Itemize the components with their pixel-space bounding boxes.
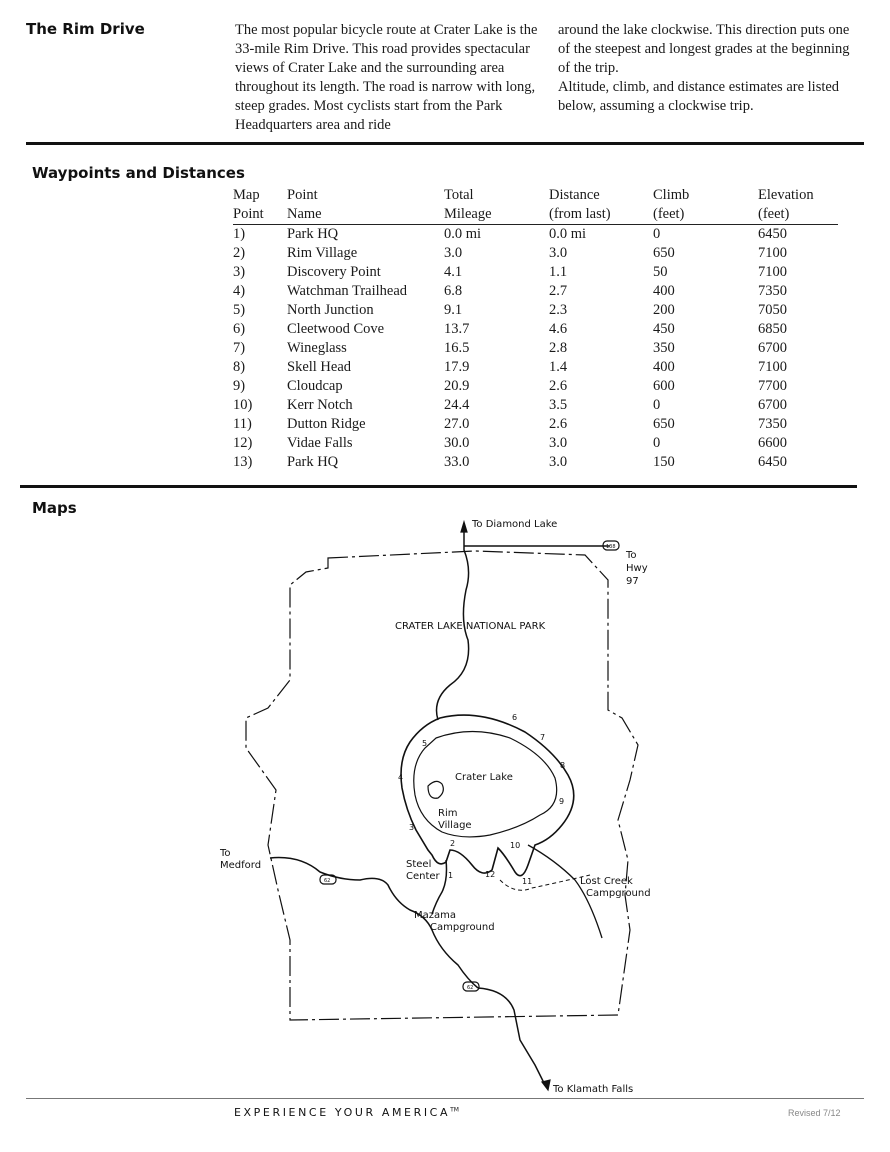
section-divider-1 [26,142,864,145]
cell-distance-from-last: 3.0 [549,245,568,261]
cell-elevation-feet: 6850 [758,321,787,337]
cell-climb-feet: 0 [653,397,661,413]
label-village: Village [438,820,472,831]
cell-map-point: 9) [233,378,246,394]
intro-paragraph-1: The most popular bicycle route at Crater Lake is the 33-mile Rim Drive. This road provides spectacular views of Crater Lake and the surrounding area throughout its length. The road is narrow with long, steep grades. Most cyclists start from the Park Headquarters area and ride [235,22,538,133]
cell-climb-feet: 150 [653,454,675,470]
waypoint-marker-7: 7 [540,733,546,742]
cell-distance-from-last: 3.0 [549,435,568,451]
table-row [233,358,838,377]
table-row [233,320,838,339]
shield-62-west-label: 62 [324,878,331,884]
label-medford: Medford [220,860,262,871]
label-lost-creek: Lost Creek [580,876,633,887]
cell-map-point: 8) [233,359,246,375]
cell-distance-from-last: 2.7 [549,283,568,299]
label-klamath-falls: To Klamath Falls [553,1084,634,1095]
waypoint-marker-1: 1 [448,871,454,880]
cell-point-name: Skell Head [287,359,352,375]
cell-climb-feet: 400 [653,359,675,375]
col-header-total-mileage: Total Mileage [444,187,492,222]
cell-point-name: Park HQ [287,454,339,470]
cell-map-point: 3) [233,264,246,280]
table-row [233,377,838,396]
waypoint-marker-2: 2 [450,839,456,848]
cell-climb-feet: 350 [653,340,675,356]
intro-column-1 [235,21,539,135]
waypoint-marker-6: 6 [512,713,518,722]
cell-distance-from-last: 3.0 [549,454,568,470]
cell-climb-feet: 0 [653,435,661,451]
cell-total-mileage: 0.0 mi [444,226,482,242]
cell-climb-feet: 450 [653,321,675,337]
cell-elevation-feet: 7350 [758,416,787,432]
cell-point-name: Vidae Falls [287,435,353,451]
cell-total-mileage: 30.0 [444,435,470,451]
cell-total-mileage: 17.9 [444,359,470,375]
cell-distance-from-last: 1.4 [549,359,568,375]
cell-total-mileage: 13.7 [444,321,470,337]
cell-elevation-feet: 7100 [758,359,787,375]
cell-climb-feet: 600 [653,378,675,394]
label-rim: Rim [438,808,458,819]
cell-total-mileage: 3.0 [444,245,463,261]
table-row [233,434,838,453]
cell-elevation-feet: 6600 [758,435,787,451]
cell-point-name: Park HQ [287,226,339,242]
cell-total-mileage: 20.9 [444,378,470,394]
label-to-medford-to: To [220,848,231,859]
cell-elevation-feet: 6450 [758,226,787,242]
cell-elevation-feet: 7050 [758,302,787,318]
table-row [233,396,838,415]
arrow-north-icon [461,522,467,532]
trademark-mark: TM [450,1106,459,1114]
map-svg [210,510,680,1100]
cell-elevation-feet: 6700 [758,397,787,413]
cell-map-point: 2) [233,245,246,261]
cell-map-point: 5) [233,302,246,318]
waypoints-heading: Waypoints and Distances [32,164,245,182]
maps-heading: Maps [32,499,77,517]
cell-distance-from-last: 2.6 [549,416,568,432]
footer-revised-date: Revised 7/12 [788,1108,841,1118]
cell-point-name: Discovery Point [287,264,381,280]
table-row [233,225,838,245]
cell-elevation-feet: 6450 [758,454,787,470]
footer-rule [26,1098,864,1099]
waypoint-marker-5: 5 [422,739,428,748]
cell-point-name: Dutton Ridge [287,416,366,432]
shield-62-south-label: 62 [467,985,474,991]
table-row [233,415,838,434]
cell-total-mileage: 6.8 [444,283,463,299]
cell-climb-feet: 50 [653,264,668,280]
label-hwy-to: To [626,550,637,561]
waypoint-marker-8: 8 [560,761,566,770]
table-row [233,244,838,263]
cell-point-name: Kerr Notch [287,397,353,413]
label-lost-creek-campground: Campground [586,888,651,899]
shield-138-label: 138 [606,544,616,550]
waypoint-marker-9: 9 [559,797,565,806]
wizard-island [428,781,443,798]
label-steel: Steel [406,859,432,870]
cell-point-name: Wineglass [287,340,347,356]
waypoint-rows [233,225,838,473]
table-row [233,453,838,472]
cell-distance-from-last: 0.0 mi [549,226,587,242]
cell-distance-from-last: 2.3 [549,302,568,318]
cell-total-mileage: 33.0 [444,454,470,470]
lake-shore [414,732,557,837]
rim-drive-heading: The Rim Drive [26,20,145,38]
cell-distance-from-last: 2.8 [549,340,568,356]
col-header-point-name: Point Name [287,187,322,222]
cell-point-name: North Junction [287,302,374,318]
waypoint-marker-3: 3 [409,823,415,832]
cell-elevation-feet: 7700 [758,378,787,394]
waypoint-marker-10: 10 [510,841,521,850]
label-center: Center [406,871,440,882]
cell-total-mileage: 4.1 [444,264,463,280]
col-header-climb: Climb (feet) [653,187,690,222]
cell-point-name: Cleetwood Cove [287,321,385,337]
cell-map-point: 12) [233,435,253,451]
footer-slogan: EXPERIENCE YOUR AMERICA™ [234,1106,459,1119]
road-south [432,860,545,1085]
label-hwy-num: 97 [626,576,639,587]
section-divider-2 [20,485,857,488]
table-header-row [233,186,838,225]
label-crater-lake: Crater Lake [455,772,513,783]
waypoint-marker-11: 11 [522,877,533,886]
cell-point-name: Rim Village [287,245,358,261]
cell-point-name: Watchman Trailhead [287,283,408,299]
cell-map-point: 1) [233,226,246,242]
cell-climb-feet: 0 [653,226,661,242]
crater-lake-map [210,510,680,1100]
cell-total-mileage: 27.0 [444,416,470,432]
table-row [233,301,838,320]
cell-elevation-feet: 6700 [758,340,787,356]
cell-total-mileage: 16.5 [444,340,470,356]
cell-distance-from-last: 1.1 [549,264,568,280]
cell-elevation-feet: 7100 [758,264,787,280]
cell-point-name: Cloudcap [287,378,343,394]
arrow-south-icon [542,1080,550,1090]
cell-climb-feet: 650 [653,416,675,432]
intro-column-2 [558,21,856,116]
cell-distance-from-last: 4.6 [549,321,568,337]
waypoint-marker-12: 12 [485,870,496,879]
label-mazama: Mazama [414,910,457,921]
cell-map-point: 13) [233,454,253,470]
cell-distance-from-last: 2.6 [549,378,568,394]
waypoint-marker-4: 4 [398,773,404,782]
label-hwy-name: Hwy [626,563,648,574]
table-row [233,339,838,358]
table-row [233,282,838,301]
label-mazama-campground: Campground [430,922,495,933]
cell-total-mileage: 24.4 [444,397,470,413]
intro-paragraph-3: Altitude, climb, and distance estimates are listed below, assuming a clockwise trip. [558,79,840,114]
table-row [233,263,838,282]
cell-map-point: 6) [233,321,246,337]
col-header-elevation: Elevation (feet) [758,187,814,222]
cell-distance-from-last: 3.5 [549,397,568,413]
cell-map-point: 4) [233,283,246,299]
label-national-park: CRATER LAKE NATIONAL PARK [395,621,546,632]
waypoints-table [233,186,838,472]
cell-elevation-feet: 7100 [758,245,787,261]
col-header-distance: Distance (from last) [549,187,611,222]
cell-climb-feet: 400 [653,283,675,299]
cell-map-point: 11) [233,416,252,432]
cell-elevation-feet: 7350 [758,283,787,299]
label-diamond-lake: To Diamond Lake [472,519,558,530]
cell-map-point: 10) [233,397,253,413]
intro-paragraph-2: around the lake clockwise. This direction puts one of the steepest and longest grades at the beginning of the trip. [558,22,850,76]
cell-map-point: 7) [233,340,246,356]
cell-climb-feet: 200 [653,302,675,318]
cell-climb-feet: 650 [653,245,675,261]
cell-total-mileage: 9.1 [444,302,463,318]
col-header-map-point: Map Point [233,187,264,222]
